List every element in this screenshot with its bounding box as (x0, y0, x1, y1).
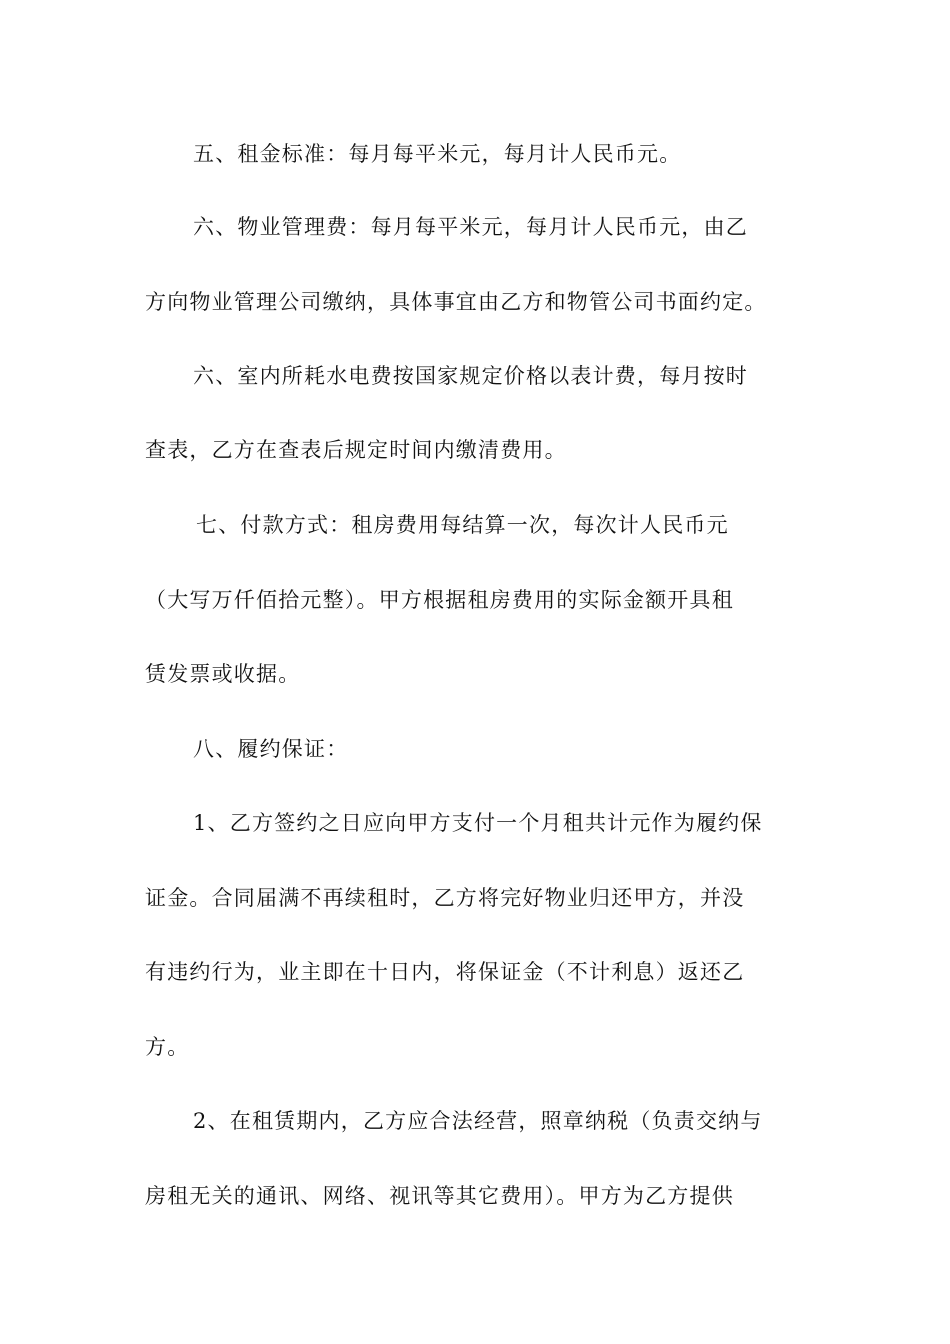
clause-5-rent-line-1: 五、租金标准：每月每平米元，每月计人民币元。 (193, 142, 682, 166)
clause-8-item-2-line-1: 2、在租赁期内，乙方应合法经营，照章纳税（负责交纳与 (193, 1109, 763, 1133)
clause-6-utilities-line-2: 查表，乙方在查表后规定时间内缴清费用。 (145, 438, 567, 462)
clause-7-payment-line-2: （大写万仟佰拾元整）。甲方根据租房费用的实际金额开具租 (145, 588, 734, 612)
clause-7-payment-line-3: 赁发票或收据。 (145, 662, 301, 686)
clause-7-payment-line-1: 七、付款方式：租房费用每结算一次，每次计人民币元 (196, 513, 729, 537)
clause-8-heading: 八、履约保证： (193, 737, 349, 761)
clause-8-item-1-line-1: 1、乙方签约之日应向甲方支付一个月租共计元作为履约保 (193, 811, 763, 835)
clause-8-item-1-line-3: 有违约行为，业主即在十日内，将保证金（不计利息）返还乙 (145, 960, 745, 984)
clause-8-item-2-line-2: 房租无关的通讯、网络、视讯等其它费用）。甲方为乙方提供 (145, 1184, 734, 1208)
clause-6-property-fee-line-1: 六、物业管理费：每月每平米元，每月计人民币元，由乙 (193, 215, 748, 239)
clause-6-utilities-line-1: 六、室内所耗水电费按国家规定价格以表计费，每月按时 (193, 364, 748, 388)
clause-8-item-1-line-4: 方。 (145, 1035, 190, 1059)
clause-6-property-fee-line-2: 方向物业管理公司缴纳，具体事宜由乙方和物管公司书面约定。 (145, 290, 767, 314)
clause-8-item-1-line-2: 证金。合同届满不再续租时，乙方将完好物业归还甲方，并没 (145, 886, 745, 910)
